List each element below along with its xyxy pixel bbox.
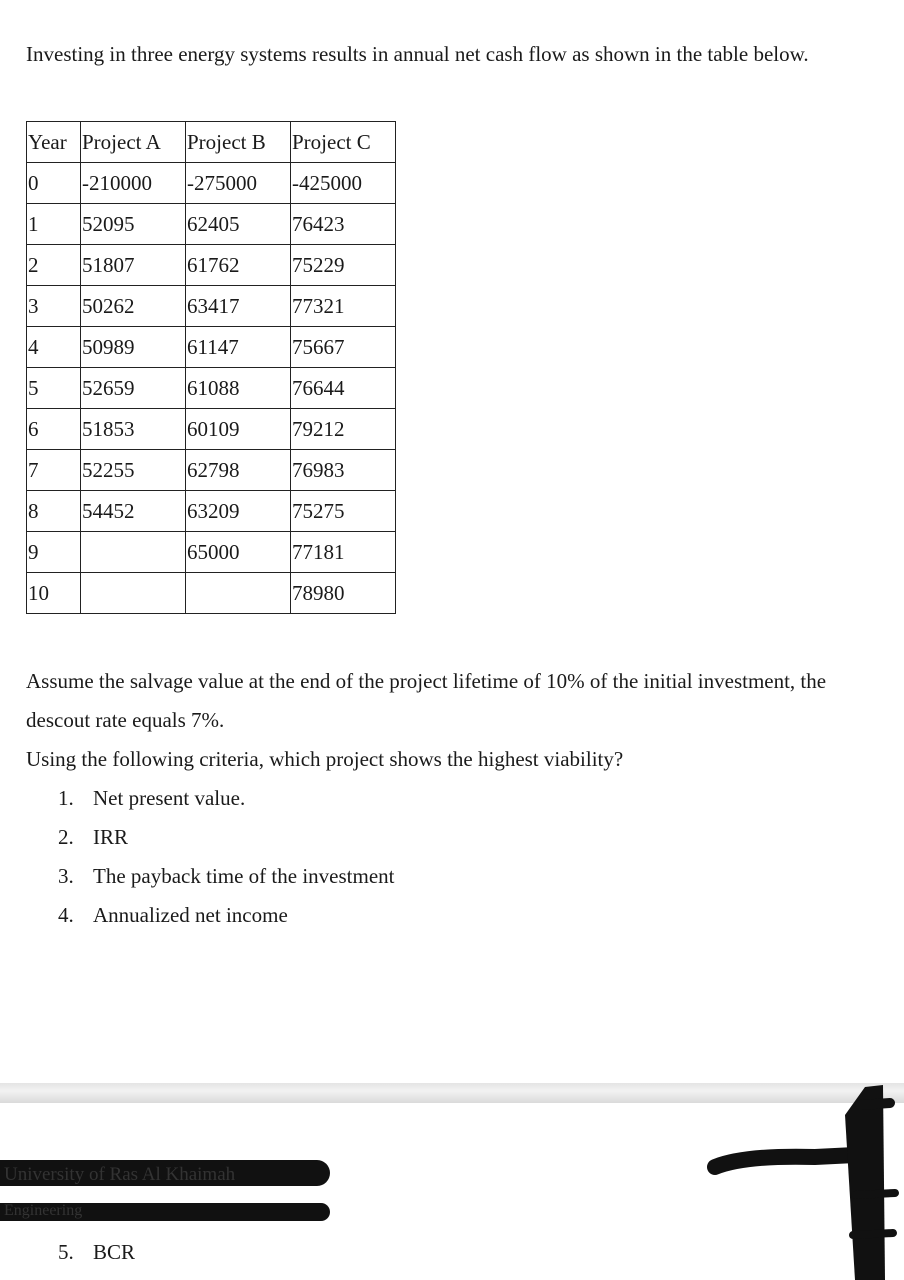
cell-project-a: 52659 (81, 368, 186, 409)
cell-year: 2 (27, 245, 81, 286)
list-text: The payback time of the investment (93, 864, 395, 888)
cell-project-a: 54452 (81, 491, 186, 532)
redacted-text: Engineering (4, 1202, 83, 1219)
list-number: 1. (58, 786, 74, 810)
list-number: 5. (58, 1240, 74, 1264)
cell-project-c: 79212 (291, 409, 396, 450)
cell-project-c: 76983 (291, 450, 396, 491)
table-row (27, 163, 396, 204)
cell-project-b: 62798 (186, 450, 291, 491)
cell-project-c: 75275 (291, 491, 396, 532)
list-text: IRR (93, 825, 129, 849)
cell-year: 1 (27, 204, 81, 245)
cell-project-b: 63417 (186, 286, 291, 327)
cell-year: 8 (27, 491, 81, 532)
cell-project-c: 78980 (291, 573, 396, 614)
header-project-b: Project B (186, 122, 291, 163)
cell-year: 0 (27, 163, 81, 204)
cell-project-b (186, 573, 291, 614)
cell-project-b: 63209 (186, 491, 291, 532)
cell-project-a: 50262 (81, 286, 186, 327)
cell-project-a (81, 573, 186, 614)
cell-year: 3 (27, 286, 81, 327)
assumption-text-line-2: descout rate equals 7%. (26, 708, 225, 732)
list-text: Annualized net income (93, 903, 288, 927)
table-row (27, 368, 396, 409)
cell-project-c: 76423 (291, 204, 396, 245)
table-row (27, 573, 396, 614)
list-item (58, 825, 395, 864)
cell-year: 4 (27, 327, 81, 368)
cell-project-b: 61762 (186, 245, 291, 286)
cell-project-a: 50989 (81, 327, 186, 368)
list-number: 2. (58, 825, 74, 849)
cell-project-a: -210000 (81, 163, 186, 204)
table-row (27, 491, 396, 532)
header-year: Year (27, 122, 81, 163)
assumption-text-line-1: Assume the salvage value at the end of the project lifetime of 10% of the initial investment, the (26, 669, 827, 693)
header-project-c: Project C (291, 122, 396, 163)
header-project-a: Project A (81, 122, 186, 163)
cell-project-c: 75667 (291, 327, 396, 368)
table-row (27, 532, 396, 573)
list-text: Net present value. (93, 786, 246, 810)
table-row (27, 286, 396, 327)
cell-project-a: 51807 (81, 245, 186, 286)
cell-year: 5 (27, 368, 81, 409)
criteria-list (58, 786, 395, 942)
question-text: Using the following criteria, which project shows the highest viability? (26, 747, 624, 771)
list-item (58, 786, 395, 825)
list-item (58, 903, 395, 942)
cell-project-c: 77321 (291, 286, 396, 327)
cell-project-c: 76644 (291, 368, 396, 409)
list-item (58, 864, 395, 903)
cell-project-a: 52255 (81, 450, 186, 491)
table-row (27, 245, 396, 286)
scribble-redaction (705, 1075, 904, 1280)
redacted-text: University of Ras Al Khaimah (4, 1164, 236, 1185)
cell-project-a: 52095 (81, 204, 186, 245)
intro-text: Investing in three energy systems results in annual net cash flow as shown in the table below. (26, 42, 809, 66)
list-text: BCR (93, 1240, 136, 1264)
list-number: 4. (58, 903, 74, 927)
cell-project-a: 51853 (81, 409, 186, 450)
cell-project-c: 77181 (291, 532, 396, 573)
cell-project-c: -425000 (291, 163, 396, 204)
cell-project-b: 61147 (186, 327, 291, 368)
cell-project-b: 60109 (186, 409, 291, 450)
table-row (27, 450, 396, 491)
cell-year: 7 (27, 450, 81, 491)
table-row (27, 204, 396, 245)
list-item (58, 1240, 135, 1265)
table-header-row (27, 122, 396, 163)
cell-year: 9 (27, 532, 81, 573)
list-number: 3. (58, 864, 74, 888)
cell-project-b: -275000 (186, 163, 291, 204)
table-row (27, 409, 396, 450)
cell-year: 10 (27, 573, 81, 614)
cell-project-b: 62405 (186, 204, 291, 245)
cell-project-b: 61088 (186, 368, 291, 409)
cell-project-a (81, 532, 186, 573)
table-row (27, 327, 396, 368)
cash-flow-table (26, 121, 396, 614)
cell-year: 6 (27, 409, 81, 450)
cell-project-b: 65000 (186, 532, 291, 573)
cell-project-c: 75229 (291, 245, 396, 286)
